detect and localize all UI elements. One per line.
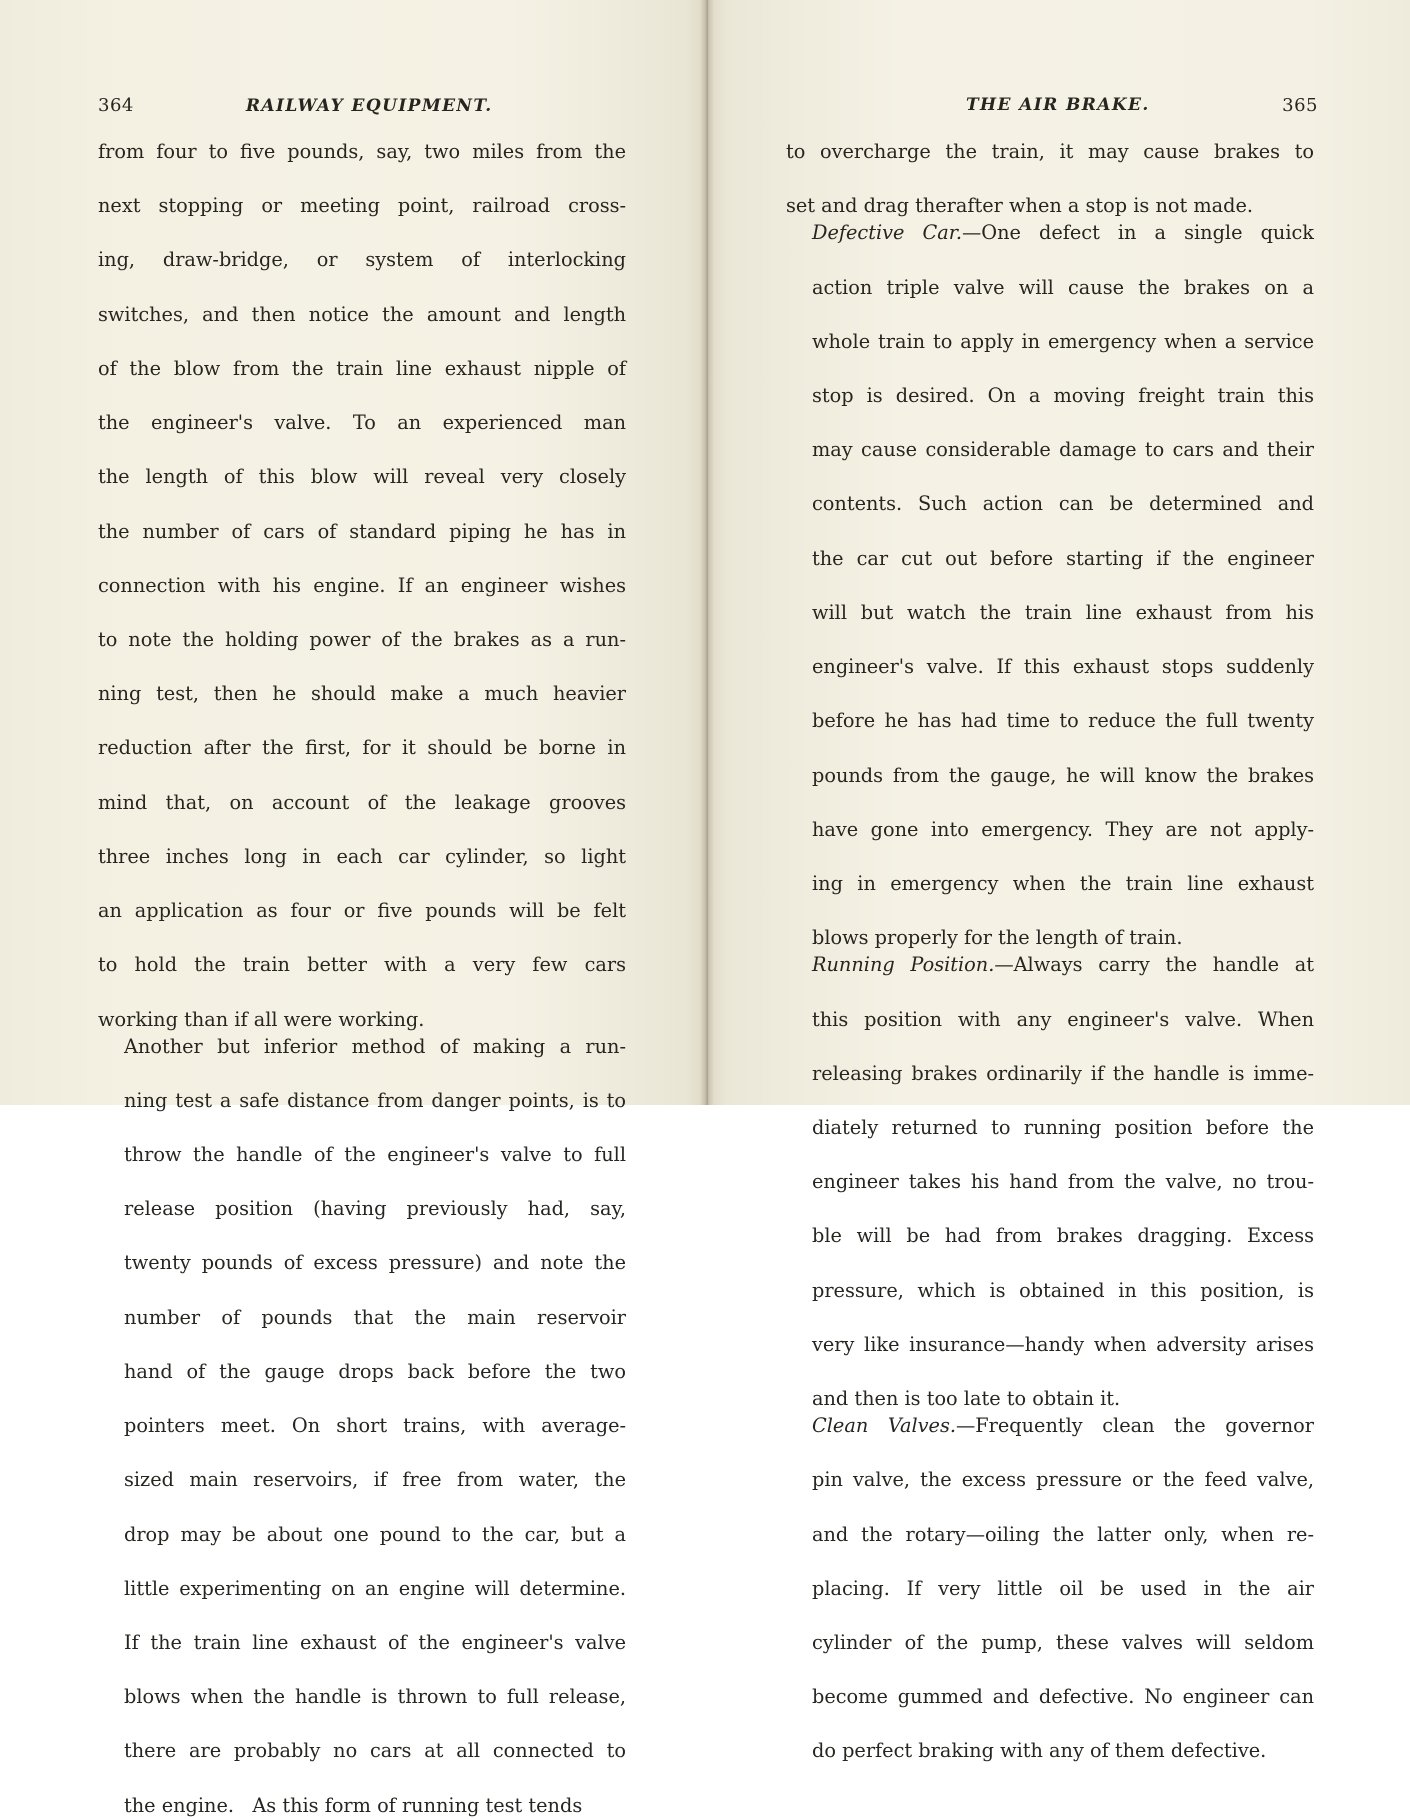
text-line: pounds from the gauge, he will know the brakes (812, 763, 1314, 787)
text-line: engineer's valve. If this exhaust stops suddenly (812, 655, 1314, 679)
text-line: Defective Car.—One defect in a single quick (812, 221, 1314, 245)
text-line: sized main reservoirs, if free from water, the (124, 1468, 626, 1492)
text-line: an application as four or five pounds will be felt (98, 899, 626, 923)
text-line: switches, and then notice the amount and length (98, 302, 626, 326)
text-line: to note the holding power of the brakes as a run- (98, 627, 626, 651)
running-head-right: THE AIR BRAKE. (966, 95, 1150, 115)
text-line: drop may be about one pound to the car, but a (124, 1522, 626, 1546)
text-line: releasing brakes ordinarily if the handle is imme- (812, 1061, 1314, 1085)
text-line: three inches long in each car cylinder, so light (98, 844, 626, 868)
text-line: may cause considerable damage to cars and their (812, 438, 1314, 462)
paragraph (786, 1412, 1314, 1764)
text-line: set and drag therafter when a stop is not made. (786, 194, 1254, 218)
text-line: there are probably no cars at all connected to (124, 1739, 626, 1763)
text-line: stop is desired. On a moving freight train this (812, 383, 1314, 407)
run-in-heading: Clean Valves. (812, 1414, 956, 1438)
body-text-right-page (786, 138, 1314, 1765)
text-line: pointers meet. On short trains, with average- (124, 1414, 626, 1438)
text-line: the length of this blow will reveal very closely (98, 465, 626, 489)
folio-right: 365 (1282, 95, 1318, 116)
text-line: next stopping or meeting point, railroad cross- (98, 194, 626, 218)
text-line: blows properly for the length of train. (812, 926, 1183, 950)
text-line: become gummed and defective. No engineer can (812, 1685, 1314, 1709)
body-text-left-page (98, 138, 626, 1819)
text-line: mind that, on account of the leakage grooves (98, 790, 626, 814)
text-line: ning test a safe distance from danger points, is to (124, 1088, 626, 1112)
page-gutter-shadow (700, 0, 714, 1105)
text-line: twenty pounds of excess pressure) and note the (124, 1251, 626, 1275)
text-line: cylinder of the pump, these valves will seldom (812, 1631, 1314, 1655)
text-line: throw the handle of the engineer's valve to full (124, 1143, 626, 1167)
text-line: the car cut out before starting if the engineer (812, 546, 1314, 570)
text-line: ing in emergency when the train line exhaust (812, 871, 1314, 895)
paragraph (786, 219, 1314, 951)
text-line: diately returned to running position before the (812, 1115, 1314, 1139)
paragraph (98, 138, 626, 1033)
text-line: Clean Valves.—Frequently clean the governor (812, 1414, 1315, 1438)
text-line: contents. Such action can be determined and (812, 492, 1314, 516)
text-line: ble will be had from brakes dragging. Excess (812, 1224, 1314, 1248)
text-line: and then is too late to obtain it. (812, 1387, 1121, 1411)
text-line: connection with his engine. If an engineer wishes (98, 573, 626, 597)
run-in-heading: Running Position. (812, 953, 995, 977)
text-line: the engineer's valve. To an experienced man (98, 411, 626, 435)
paragraph (98, 1033, 626, 1819)
text-line: do perfect braking with any of them defective. (812, 1739, 1267, 1763)
text-line: ning test, then he should make a much heavier (98, 682, 626, 706)
text-line: have gone into emergency. They are not apply- (812, 817, 1314, 841)
text-line: from four to five pounds, say, two miles from the (98, 140, 626, 163)
paragraph (786, 138, 1314, 219)
text-line: very like insurance—handy when adversity arises (812, 1332, 1314, 1356)
text-line: to hold the train better with a very few cars (98, 953, 626, 977)
header-right-page (786, 95, 1318, 116)
text-line: hand of the gauge drops back before the two (124, 1359, 626, 1383)
running-head-left: RAILWAY EQUIPMENT. (245, 96, 493, 116)
text-line: action triple valve will cause the brakes on a (812, 275, 1314, 299)
run-in-heading: Defective Car. (812, 221, 962, 245)
text-line: the engine. As this form of running test tends (124, 1793, 583, 1817)
text-line: little experimenting on an engine will determine. (124, 1576, 626, 1600)
text-line: number of pounds that the main reservoir (124, 1305, 626, 1329)
text-line: whole train to apply in emergency when a service (812, 329, 1314, 353)
text-line: reduction after the first, for it should be borne in (98, 736, 626, 760)
paragraph (786, 951, 1314, 1412)
text-line: Running Position.—Always carry the handle at (812, 953, 1314, 977)
text-line: blows when the handle is thrown to full release, (124, 1685, 626, 1709)
text-line: pressure, which is obtained in this position, is (812, 1278, 1314, 1302)
text-line: ing, draw-bridge, or system of interlocking (98, 248, 626, 272)
header-left-page (98, 95, 628, 116)
text-line: will but watch the train line exhaust from his (812, 600, 1314, 624)
text-line: pin valve, the excess pressure or the feed valve, (812, 1468, 1314, 1492)
text-line: engineer takes his hand from the valve, no trou- (812, 1170, 1314, 1194)
text-line: placing. If very little oil be used in the air (812, 1576, 1314, 1600)
text-line: and the rotary—oiling the latter only, when re- (812, 1522, 1314, 1546)
text-line: this position with any engineer's valve. When (812, 1007, 1314, 1031)
text-line: the number of cars of standard piping he has in (98, 519, 626, 543)
text-line: Another but inferior method of making a run- (124, 1034, 626, 1058)
text-line: before he has had time to reduce the full twenty (812, 709, 1314, 733)
text-line: If the train line exhaust of the engineer's valve (124, 1631, 626, 1655)
text-line: to overcharge the train, it may cause brakes to (786, 140, 1314, 163)
folio-left: 364 (98, 95, 134, 116)
text-line: of the blow from the train line exhaust nipple of (98, 356, 626, 380)
text-line: release position (having previously had, say, (124, 1197, 626, 1221)
text-line: working than if all were working. (98, 1007, 425, 1031)
